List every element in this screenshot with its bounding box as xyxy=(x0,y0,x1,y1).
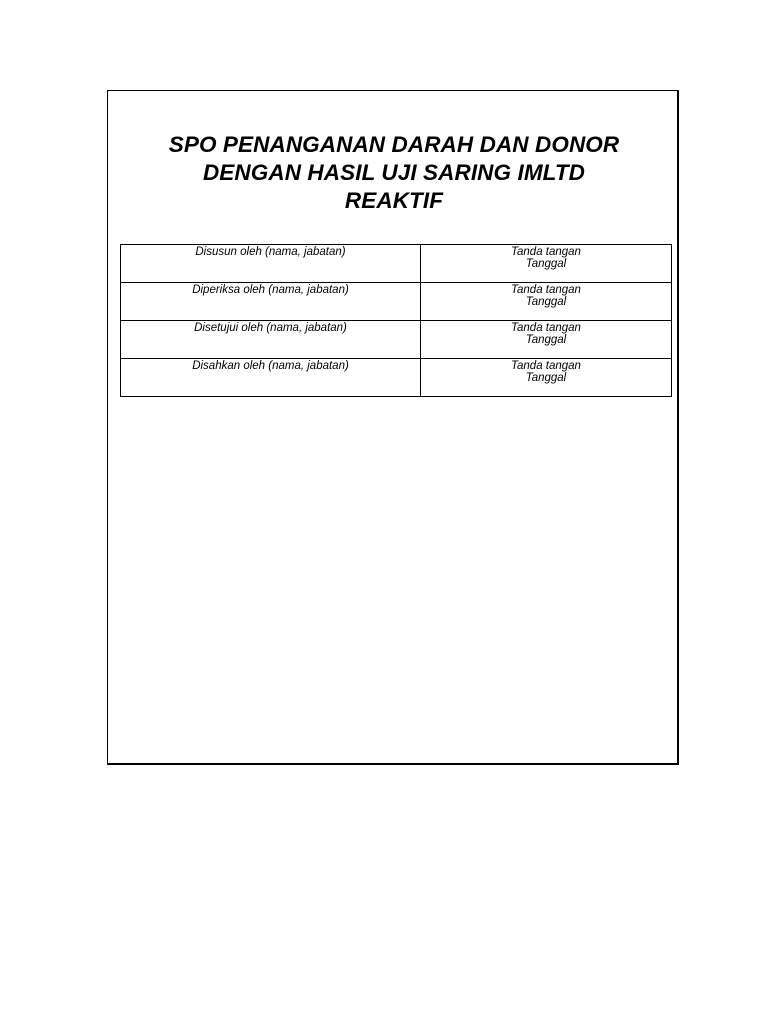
role-cell: Disusun oleh (nama, jabatan) xyxy=(121,245,421,283)
date-label: Tanggal xyxy=(525,372,567,384)
signature-label: Tanda tangan xyxy=(511,322,581,334)
role-cell: Disahkan oleh (nama, jabatan) xyxy=(121,359,421,397)
title-line: DENGAN HASIL UJI SARING IMLTD xyxy=(202,160,586,185)
role-cell: Diperiksa oleh (nama, jabatan) xyxy=(121,283,421,321)
table-row xyxy=(121,359,672,397)
signature-label: Tanda tangan xyxy=(511,360,581,372)
signature-label: Tanda tangan xyxy=(511,284,581,296)
signature-cell xyxy=(421,245,672,283)
signature-cell xyxy=(421,283,672,321)
title-line: REAKTIF xyxy=(344,188,444,213)
role-cell: Disetujui oleh (nama, jabatan) xyxy=(121,321,421,359)
document-page xyxy=(107,90,679,765)
title-line: SPO PENANGANAN DARAH DAN DONOR xyxy=(168,132,620,157)
date-label: Tanggal xyxy=(525,334,567,346)
date-label: Tanggal xyxy=(525,258,567,270)
date-label: Tanggal xyxy=(525,296,567,308)
signature-cell xyxy=(421,359,672,397)
approval-table xyxy=(120,244,672,397)
table-row xyxy=(121,321,672,359)
table-row xyxy=(121,245,672,283)
signature-label: Tanda tangan xyxy=(511,246,581,258)
document-title xyxy=(108,131,680,215)
table-row xyxy=(121,283,672,321)
signature-cell xyxy=(421,321,672,359)
